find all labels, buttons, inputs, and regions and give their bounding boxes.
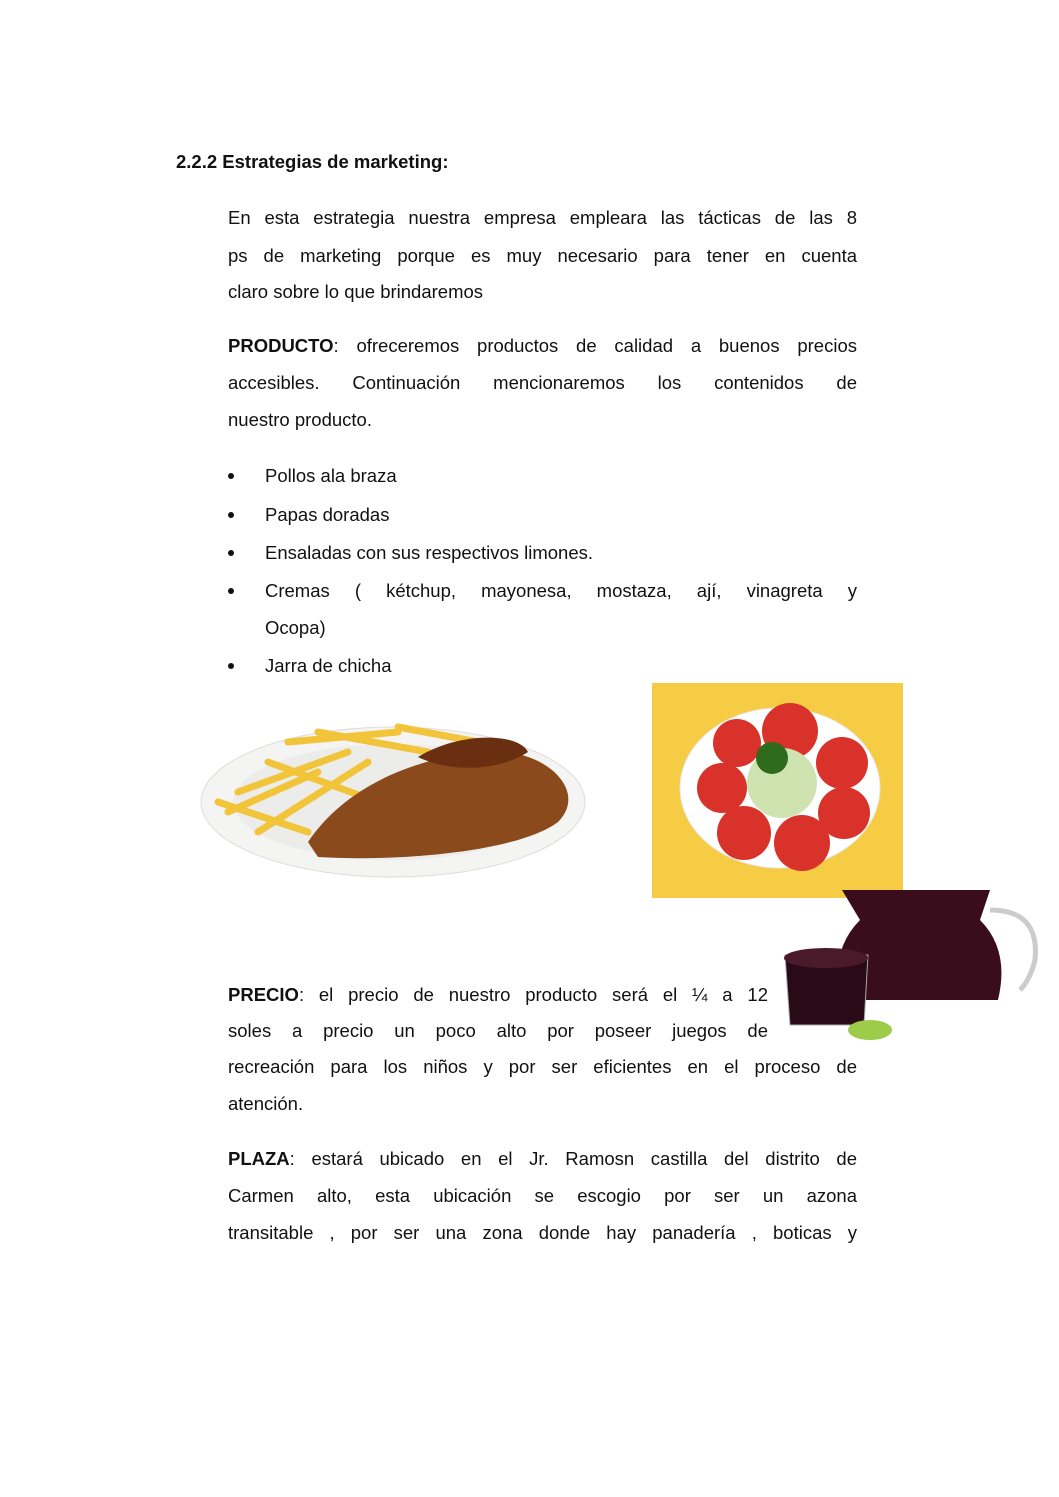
plaza-text: : estará ubicado en el Jr. Ramosn castilla del distrito de [289, 1148, 857, 1169]
bullet-icon [228, 588, 234, 594]
list-item-text: Ocopa) [265, 617, 326, 638]
chicken-fries-image [198, 712, 593, 882]
plaza-line: transitable , por ser una zona donde hay panadería , boticas y [228, 1222, 857, 1243]
producto-line: nuestro producto. [228, 409, 372, 430]
section-heading: 2.2.2 Estrategias de marketing: [176, 151, 449, 172]
list-item-text: Cremas ( kétchup, mayonesa, mostaza, ají, vinagreta y [265, 580, 857, 601]
list-item-text: Ensaladas con sus respectivos limones. [265, 542, 594, 563]
intro-line: ps de marketing porque es muy necesario para tener en cuenta [228, 245, 857, 266]
precio-line: recreación para los niños y por ser eficientes en el proceso de [228, 1056, 857, 1077]
plaza-line: Carmen alto, esta ubicación se escogio por ser un azona [228, 1185, 857, 1206]
intro-line: En esta estrategia nuestra empresa empleara las tácticas de las 8 [228, 207, 857, 228]
producto-text: : ofreceremos productos de calidad a buenos precios [333, 335, 857, 356]
list-item-text: Papas doradas [265, 504, 390, 525]
list-item-text: Pollos ala braza [265, 465, 397, 486]
salad-image [652, 683, 903, 898]
chicha-jug-image [780, 870, 1045, 1048]
producto-label: PRODUCTO [228, 335, 334, 356]
bullet-icon [228, 473, 234, 479]
producto-line [228, 334, 857, 358]
precio-text: : el precio de nuestro producto será el ¼ a 12 [298, 984, 768, 1005]
precio-label: PRECIO [228, 984, 299, 1005]
bullet-icon [228, 550, 234, 556]
plaza-label: PLAZA [228, 1148, 290, 1169]
producto-line: accesibles. Continuación mencionaremos los contenidos de [228, 372, 857, 393]
bullet-icon [228, 512, 234, 518]
intro-line: claro sobre lo que brindaremos [228, 281, 484, 302]
precio-line [228, 983, 768, 1007]
precio-line: soles a precio un poco alto por poseer juegos de [228, 1020, 768, 1041]
list-item-text: Jarra de chicha [265, 655, 392, 676]
plaza-line [228, 1147, 857, 1171]
bullet-icon [228, 663, 234, 669]
precio-line: atención. [228, 1093, 304, 1114]
